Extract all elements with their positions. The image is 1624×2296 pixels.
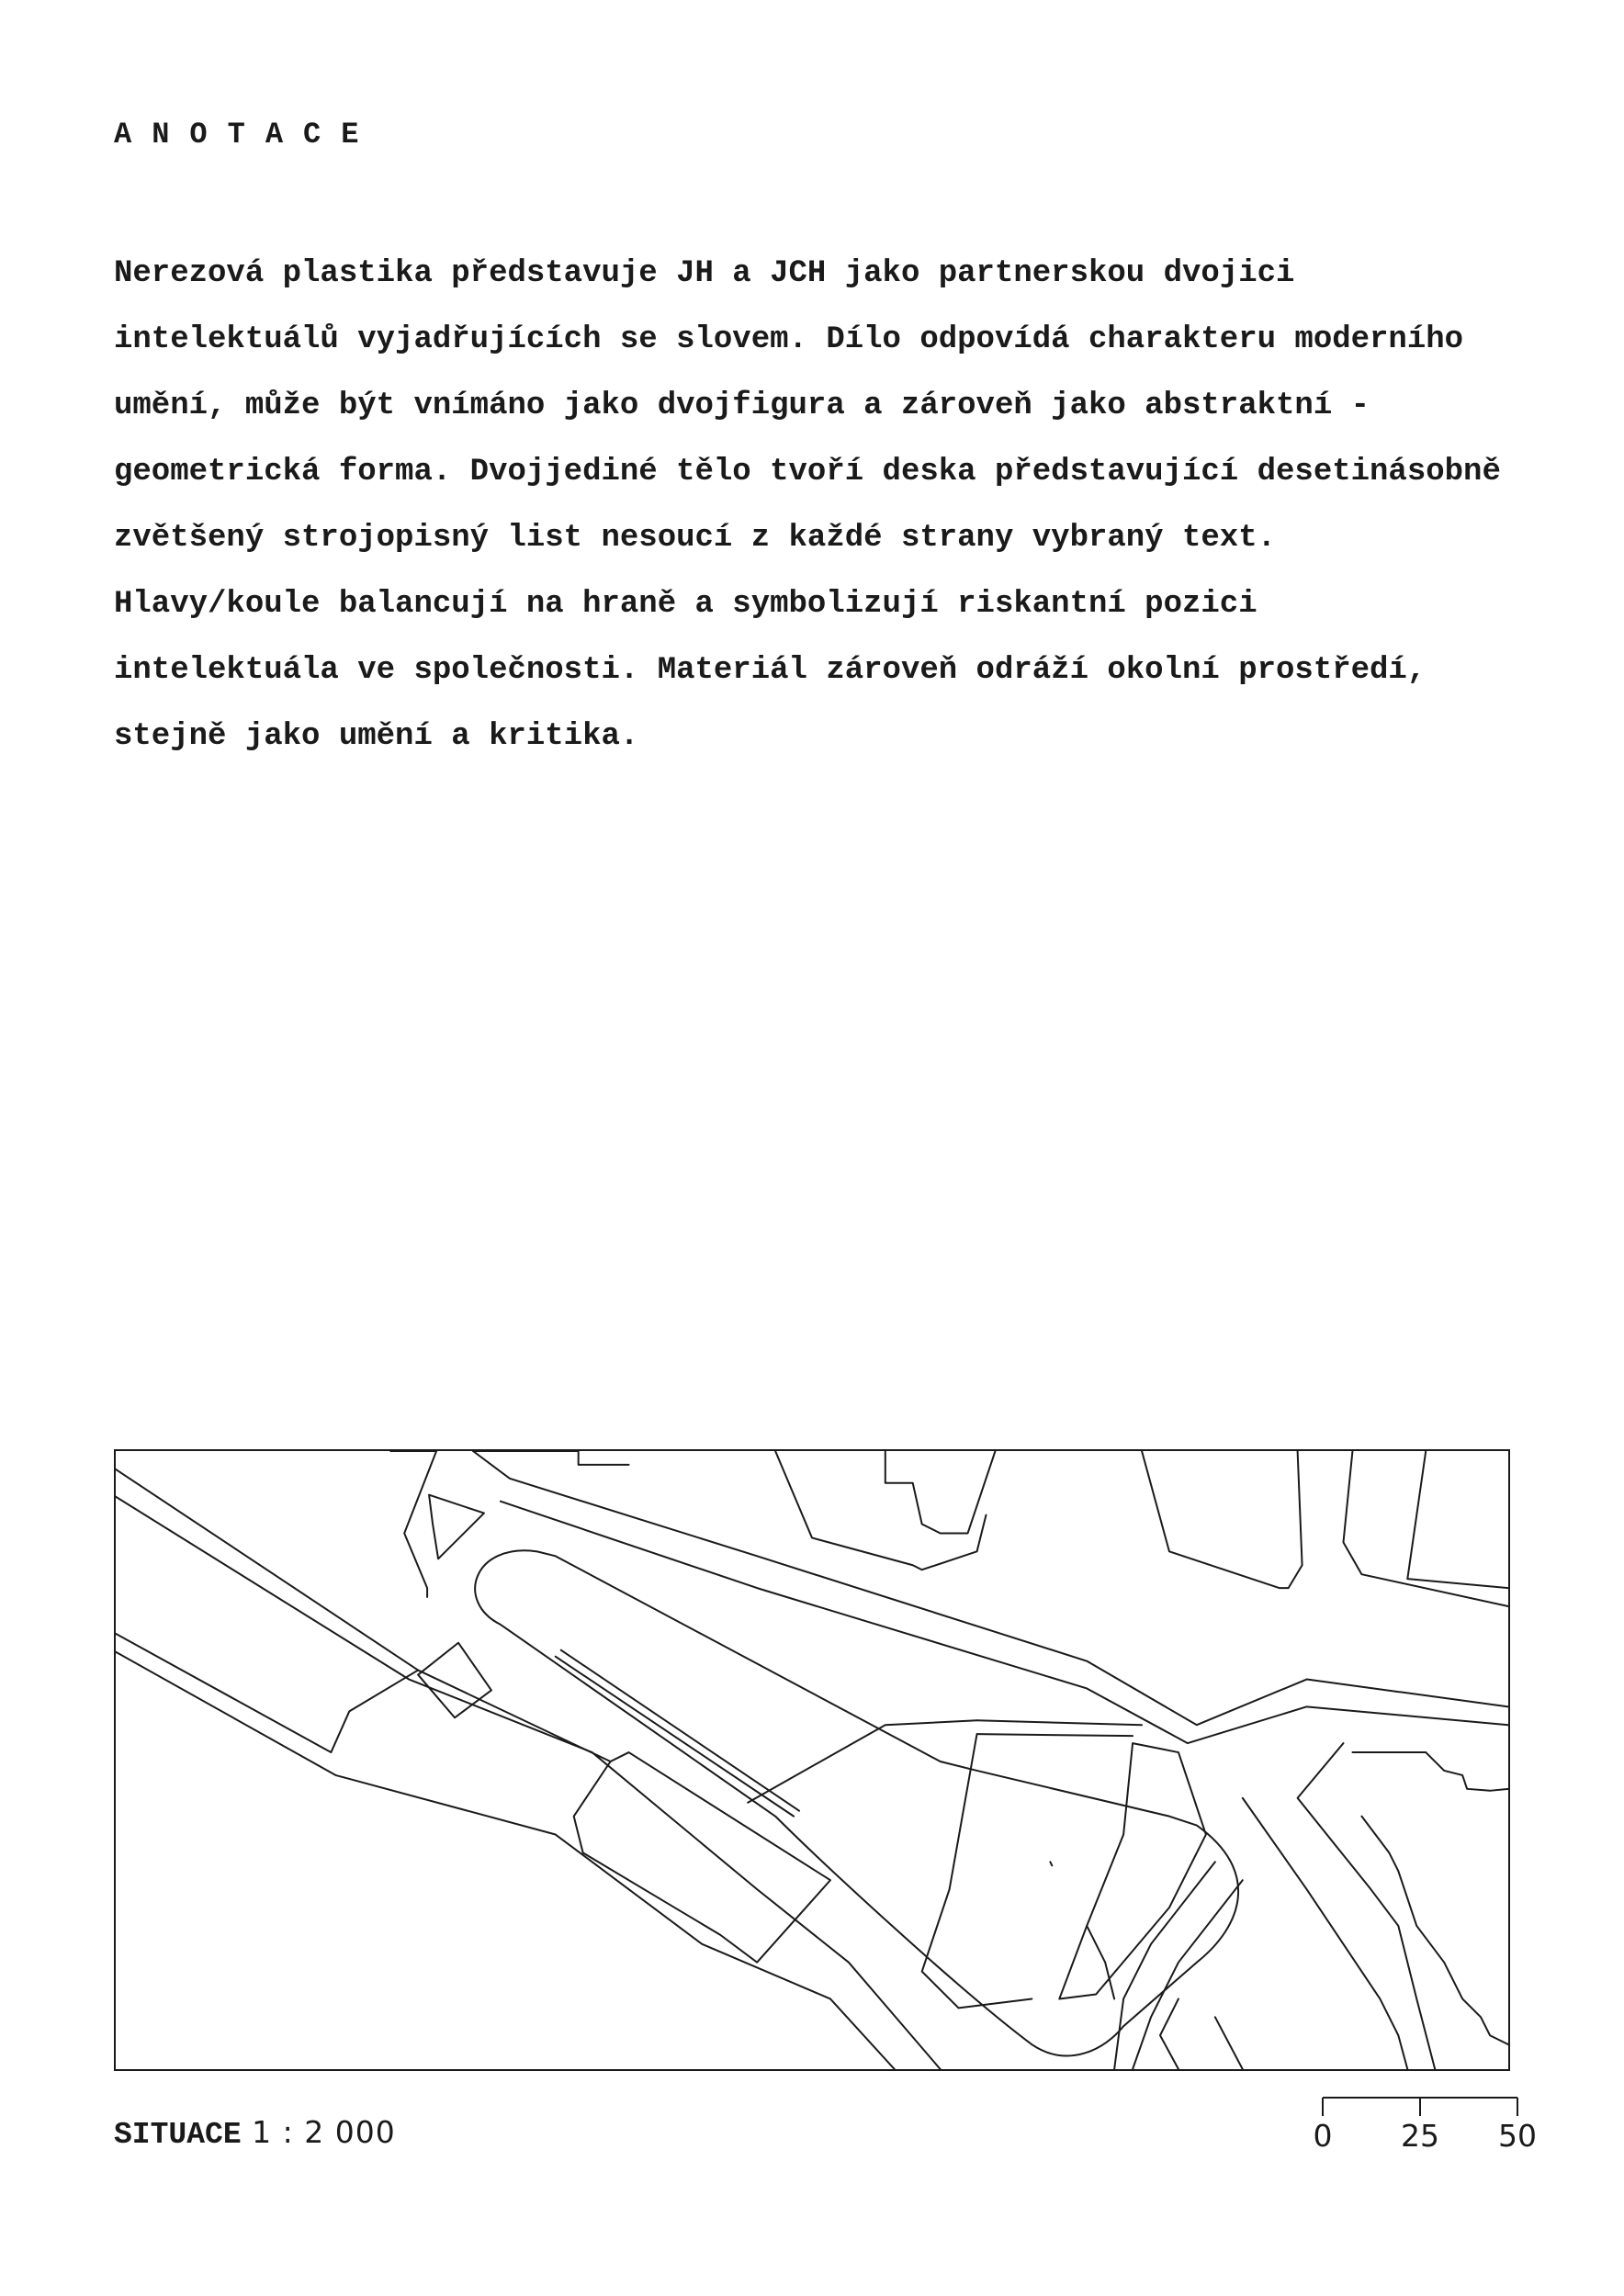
scale-tick-label-25: 25	[1401, 2118, 1439, 2154]
site-plan-caption	[114, 2114, 396, 2152]
map-embankment-lower	[116, 1634, 418, 1752]
site-plan-map	[114, 1449, 1510, 2071]
site-plan-caption-scale: 1 : 2 000	[252, 2114, 396, 2150]
map-block-top-3	[885, 1451, 996, 1533]
map-park-cross	[977, 1720, 1143, 1725]
map-block-top-5	[1343, 1451, 1508, 1606]
map-park-outline	[475, 1550, 1238, 2055]
map-sculpture-marker	[1050, 1862, 1052, 1865]
annotation-line: zvětšený strojopisný list nesoucí z každé strany vybraný text.	[114, 521, 1277, 556]
annotation-line: Hlavy/koule balancují na hraně a symbolizují riskantní pozici	[114, 587, 1257, 622]
annotation-line: umění, může být vnímáno jako dvojfigura a zároveň jako abstraktní -	[114, 388, 1370, 423]
scale-tick-label-0: 0	[1313, 2118, 1333, 2154]
scale-bar	[1295, 2096, 1562, 2154]
map-road-main-lower	[116, 1652, 895, 2069]
map-road-main-upper	[116, 1497, 941, 2069]
map-block-right-6	[1133, 1880, 1243, 2069]
annotation-line: intelektuálů vyjadřujících se slovem. Dílo odpovídá charakteru moderního	[114, 322, 1464, 357]
map-block-top-6	[1407, 1451, 1508, 1588]
map-park-path-left	[556, 1657, 794, 1817]
map-park-path-left2	[561, 1650, 799, 1811]
map-road-top2	[501, 1502, 1508, 1743]
map-block-bottom-1	[1160, 1998, 1179, 2069]
annotation-line: stejně jako umění a kritika.	[114, 719, 639, 754]
map-block-top-2	[775, 1451, 986, 1570]
map-park-cross2	[977, 1734, 1133, 1736]
map-road-top	[473, 1451, 1508, 1725]
map-building-small	[418, 1643, 491, 1718]
map-block-bottom-2	[1215, 2017, 1243, 2069]
scale-tick-label-50: 50	[1498, 2118, 1537, 2154]
map-block-right-3	[1361, 1817, 1508, 2045]
annotation-text	[114, 241, 1547, 770]
annotation-line: Nerezová plastika představuje JH a JCH jako partnerskou dvojici	[114, 256, 1295, 291]
map-traffic-island	[429, 1495, 484, 1559]
annotation-line: geometrická forma. Dvojjediné tělo tvoří deska představující desetinásobně	[114, 455, 1501, 490]
site-plan-drawing	[116, 1451, 1508, 2069]
map-block-right-5	[1114, 1862, 1215, 2069]
map-wedge-top	[404, 1451, 436, 1597]
map-block-right-2	[1352, 1752, 1508, 1791]
map-block-top-4	[1142, 1451, 1303, 1588]
map-block-top-1	[473, 1451, 629, 1465]
map-park-inner-right	[1059, 1743, 1206, 1998]
site-plan-caption-label: SITUACE	[114, 2118, 242, 2152]
annotation-heading: ANOTACE	[114, 118, 379, 152]
annotation-line: intelektuála ve společnosti. Materiál zároveň odráží okolní prostředí,	[114, 653, 1427, 688]
map-block-right-4	[1243, 1798, 1408, 2069]
map-building-long	[574, 1752, 830, 1963]
